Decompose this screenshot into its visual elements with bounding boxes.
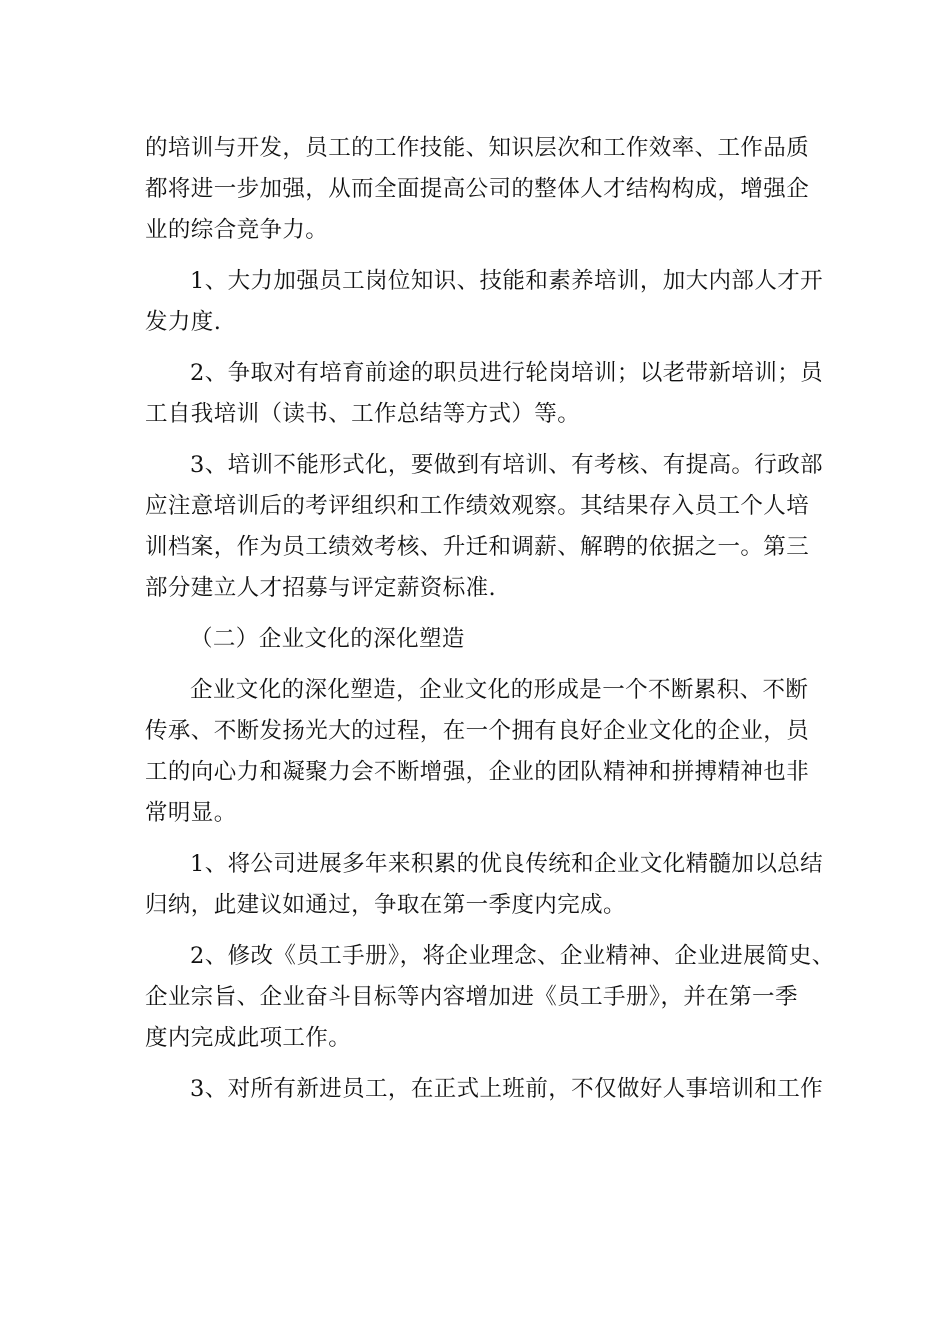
text-line: （二）企业文化的深化塑造 [190,626,465,652]
text-line: 常明显。 [145,800,237,826]
paragraph-item-3-assessment [145,445,824,609]
text-line: 归纳，此建议如通过，争取在第一季度内完成。 [145,892,626,918]
text-line: 2、争取对有培育前途的职员进行轮岗培训；以老带新培训；员 [190,360,824,386]
paragraph-culture-intro [145,670,810,834]
paragraph-culture-item-3 [145,1069,824,1110]
text-line: 工的向心力和凝聚力会不断增强，企业的团队精神和拼搏精神也非 [145,759,810,785]
text-line: 都将进一步加强，从而全面提高公司的整体人才结构构成，增强企 [145,176,810,202]
text-line: 2、修改《员工手册》，将企业理念、企业精神、企业进展简史、 [190,943,835,969]
text-line: 传承、不断发扬光大的过程，在一个拥有良好企业文化的企业，员 [145,718,810,744]
text-line: 部分建立人才招募与评定薪资标准. [145,575,497,601]
paragraph-training-benefits [145,128,810,251]
text-line: 应注意培训后的考评组织和工作绩效观察。其结果存入员工个人培 [145,493,810,519]
text-line: 企业宗旨、企业奋斗目标等内容增加进《员工手册》，并在第一季 [145,984,798,1010]
paragraph-culture-item-1 [145,844,824,926]
paragraph-item-1-training [145,261,824,343]
paragraph-item-2-rotation [145,353,824,435]
text-line: 发力度. [145,309,222,335]
text-line: 3、培训不能形式化，要做到有培训、有考核、有提高。行政部 [190,452,824,478]
text-line: 1、大力加强员工岗位知识、技能和素养培训，加大内部人才开 [190,268,824,294]
text-line: 工自我培训（读书、工作总结等方式）等。 [145,401,581,427]
section-heading-corporate-culture [145,619,810,660]
text-line: 训档案，作为员工绩效考核、升迁和调薪、解聘的依据之一。第三 [145,534,810,560]
paragraph-culture-item-2 [145,936,835,1059]
text-line: 企业文化的深化塑造，企业文化的形成是一个不断累积、不断 [190,677,809,703]
text-line: 3、对所有新进员工，在正式上班前，不仅做好人事培训和工作 [190,1076,824,1102]
text-line: 的培训与开发，员工的工作技能、知识层次和工作效率、工作品质 [145,135,810,161]
text-line: 度内完成此项工作。 [145,1025,352,1051]
text-line: 1、将公司进展多年来积累的优良传统和企业文化精髓加以总结 [190,851,824,877]
document-page [145,128,835,1120]
text-line: 业的综合竞争力。 [145,217,329,243]
